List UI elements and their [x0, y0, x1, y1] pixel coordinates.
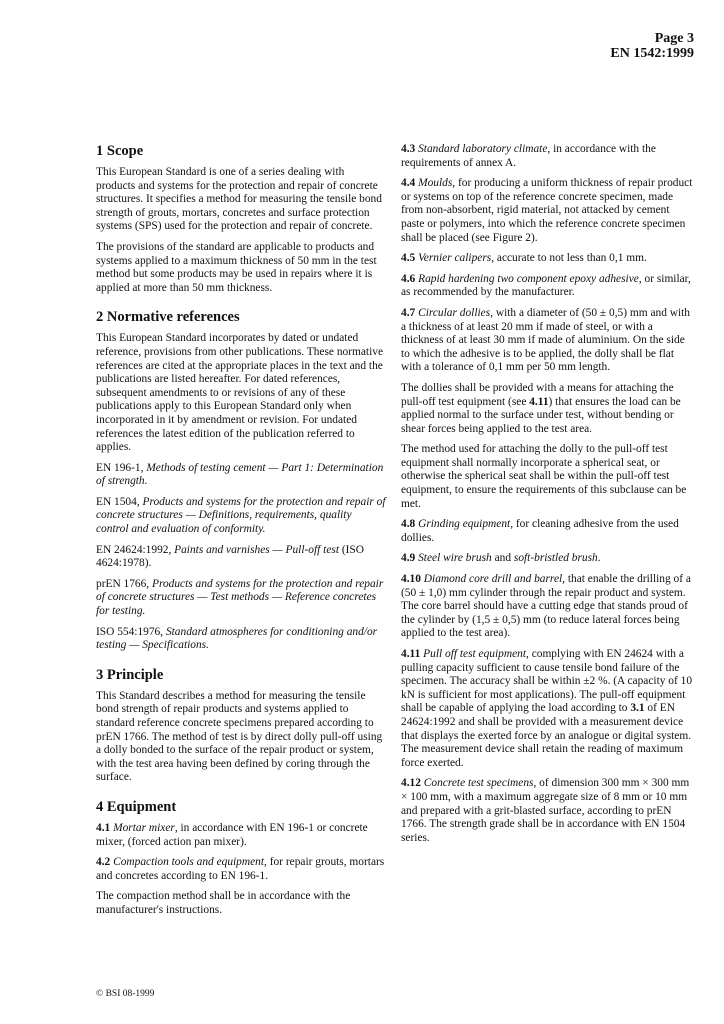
copyright-footer: © BSI 08-1999 — [96, 989, 155, 999]
clause-4-7-dollies: The dollies shall be provided with a means for attaching the pull-off test equipment (see 4.11) that ensures the load can be applied normal to the surface under test, without bending or shear forces being applied to the test area. — [401, 381, 681, 435]
clause-4-3: 4.3 Standard laboratory climate, in accordance with the requirements of annex A. — [401, 143, 656, 169]
reference-item: ISO 554:1976, Standard atmospheres for conditioning and/or testing — Specifications. — [96, 625, 378, 652]
section-principle — [96, 667, 386, 785]
clause-4-7: 4.7 Circular dollies, with a diameter of (50 ± 0,5) mm and with a thickness of at least 20 mm if made of steel, or with a thickness of at least 30 mm if made of aluminium. On the side to which the adhesive is to be applied, the dolly shall be flat with a tolerance of 0,1 mm per 50 mm length. — [401, 306, 691, 374]
clause-4-1: 4.1 Mortar mixer, in accordance with EN 196-1 or concrete mixer, (forced action pan mixer). — [96, 821, 368, 848]
reference-item: EN 24624:1992, Paints and varnishes — Pull-off test (ISO 4624:1978). — [96, 543, 364, 570]
clause-4-8: 4.8 Grinding equipment, for cleaning adhesive from the used dollies. — [401, 518, 679, 544]
normative-heading: 2 Normative references — [96, 309, 240, 326]
page-header — [610, 31, 694, 61]
scope-heading: 1 Scope — [96, 143, 144, 159]
reference-item: EN 1504, Products and systems for the protection and repair of concrete structures — Definitions, requirements, quality control and evaluation of conformity. — [96, 495, 386, 536]
page-number: Page 3 — [654, 31, 694, 46]
principle-heading: 3 Principle — [96, 666, 164, 683]
clause-4-2-note: The compaction method shall be in accordance with the manufacturer's instructions. — [96, 890, 351, 916]
clause-4-4: 4.4 Moulds, for producing a uniform thickness of repair product or systems on top of the reference concrete specimen, made from non-absorbent, rigid material, not attacked by cement paste or polymers, into which the reference concrete specimen shall be placed (see Figure 2). — [401, 177, 693, 244]
clause-4-10: 4.10 Diamond core drill and barrel, that enable the drilling of a (50 ± 1,0) mm cylinder through the repair product and system. The core barrel should have a cutting edge that stands proud of the cylinder by (1,5 ± 0,5) mm (to reduce lateral forces being applied to the test area). — [401, 573, 691, 640]
clause-4-5: 4.5 Vernier calipers, accurate to not less than 0,1 mm. — [401, 252, 647, 265]
principle-paragraph: This Standard describes a method for measuring the tensile bond strength of repair products and systems applied to standard reference concrete specimens prepared according to prEN 1766. The method of test is by direct dolly pull-off using a dolly bonded to the surface of the repair product or system, with the test area having been defined by coring through the surface. — [96, 689, 383, 784]
standard-number: EN 1542:1999 — [610, 46, 694, 61]
reference-item: EN 196-1, Methods of testing cement — Part 1: Determination of strength. — [96, 461, 384, 488]
scope-paragraph-1: This European Standard is one of a series dealing with products and systems for the protection and repair of concrete structures. It specifies a method for measuring the tensile bond strength of grouts, mortars, concretes and surface protection systems (SPS) used for the protection and repair of concrete. — [96, 166, 382, 233]
right-column — [401, 143, 693, 852]
clause-4-9: 4.9 Steel wire brush and soft-bristled brush. — [401, 552, 601, 565]
scope-paragraph-2: The provisions of the standard are applicable to products and systems applied to a maximum thickness of 50 mm in the test method but some products may be used in repairs where it is applied at more than 50 mm thickness. — [96, 240, 377, 294]
clause-4-7-method: The method used for attaching the dolly to the pull-off test equipment shall normally incorporate a spherical seat, or otherwise the spherical seat shall be within the pull-off test equipment, to ensure the requirements of this subclause can be met. — [401, 443, 687, 510]
left-column — [96, 143, 386, 925]
section-scope — [96, 143, 386, 295]
normative-intro: This European Standard incorporates by dated or undated reference, provisions from other publications. These normative references are cited at the appropriate places in the text and the publications are listed hereafter. For dated references, subsequent amendments to or revisions of any of these publications apply to this European Standard only when incorporated in it by amendment or revision. For undated references the latest edition of the publication referred to applies. — [96, 332, 383, 454]
clause-4-6: 4.6 Rapid hardening two component epoxy adhesive, or similar, as recommended by the manufacturer. — [401, 272, 691, 299]
section-equipment — [96, 799, 386, 918]
clause-4-12: 4.12 Concrete test specimens, of dimension 300 mm × 300 mm × 100 mm, with a maximum aggregate size of 8 mm or 10 mm and prepared with a grit-blasted surface, according to prEN 1766. The strength grade shall be in accordance with EN 1504 series. — [401, 777, 690, 844]
section-normative-references — [96, 309, 386, 652]
clause-4-11: 4.11 Pull off test equipment, complying with EN 24624 with a pulling capacity sufficient to cause tensile bond failure of the specimen. The accuracy shall be within ±2 %. (A capacity of 10 kN is sufficient for most applications). The pull-off equipment shall be capable of applying the load according to 3.1 of EN 24624:1992 and shall be provided with a measurement device that displays the exerted force by an analogue or digital system. The measurement device shall retain the reading of maximum force exerted. — [401, 648, 693, 769]
equipment-heading: 4 Equipment — [96, 798, 177, 815]
reference-item: prEN 1766, Products and systems for the protection and repair of concrete structures — Test methods — Reference concretes for testing. — [96, 577, 384, 618]
clause-4-2: 4.2 Compaction tools and equipment, for repair grouts, mortars and concretes according to EN 196-1. — [96, 856, 385, 882]
